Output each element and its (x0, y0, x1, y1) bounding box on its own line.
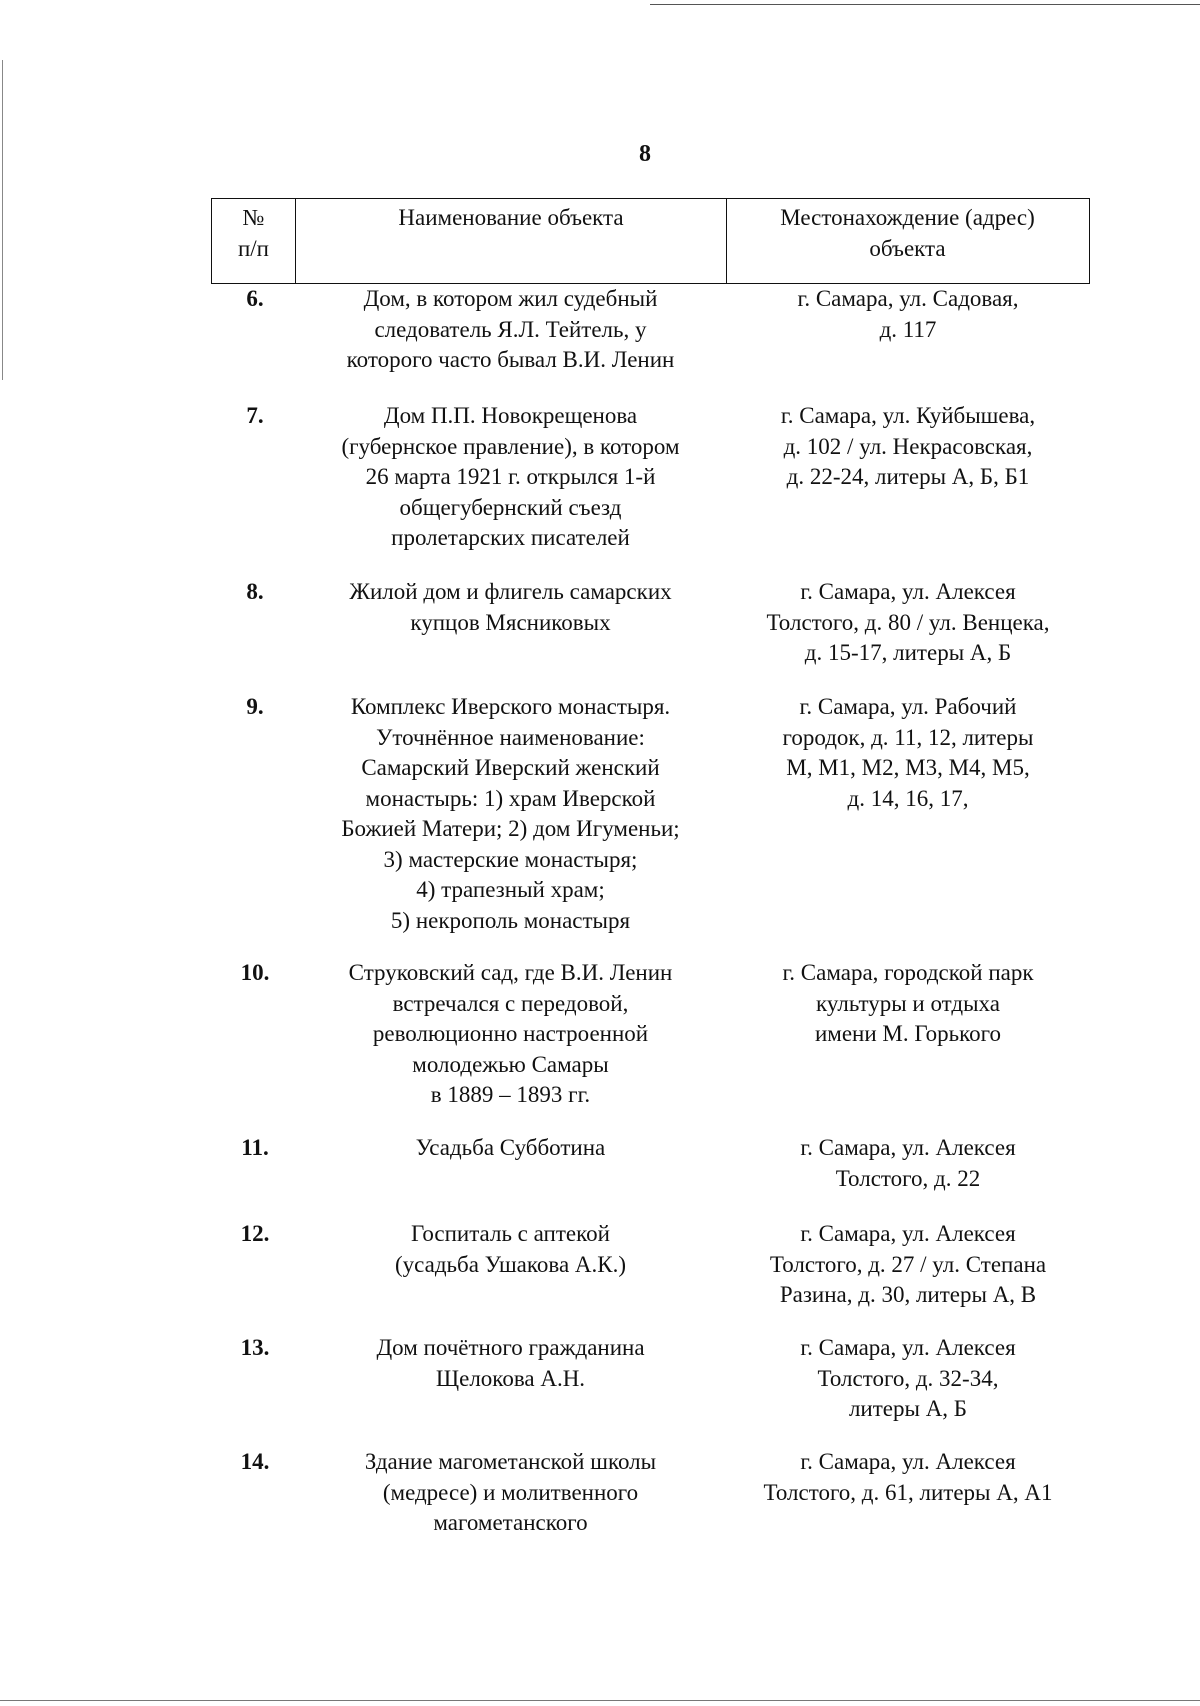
table-row (211, 1219, 1090, 1311)
row-number: 8. (246, 579, 264, 604)
object-address: г. Самара, ул. Алексея Толстого, д. 32-34, литеры А, Б (800, 1335, 1016, 1421)
header-address-label: Местонахождение (адрес) объекта (780, 205, 1035, 261)
header-name-label: Наименование объекта (398, 205, 624, 230)
table-row (211, 1133, 1090, 1194)
object-name: Дом почётного гражданина Щелокова А.Н. (376, 1335, 645, 1391)
row-number: 13. (240, 1335, 270, 1360)
row-number: 9. (246, 694, 264, 719)
table-header (211, 198, 1090, 284)
row-number: 10. (240, 960, 270, 985)
object-address: г. Самара, ул. Алексея Толстого, д. 27 / ул. Степана Разина, д. 30, литеры А, В (769, 1221, 1047, 1307)
scan-artifact-left-edge (2, 60, 3, 380)
object-name: Струковский сад, где В.И. Ленин встречался с передовой, революционно настроенной молодежью Самары в 1889 – 1893 гг. (348, 960, 673, 1107)
scan-artifact-bottom-line (0, 1700, 1200, 1701)
table-row (211, 692, 1090, 936)
header-number-label: № п/п (237, 205, 269, 261)
row-number: 6. (246, 286, 264, 311)
object-name: Жилой дом и флигель самарских купцов Мясниковых (349, 579, 672, 635)
object-name: Здание магометанской школы (медресе) и молитвенного магометанского (364, 1449, 657, 1535)
object-name: Комплекс Иверского монастыря. Уточнённое наименование: Самарский Иверский женский монастырь: 1) храм Иверской Божией Матери; 2) дом Игуменьи; 3) мастерские монастыря; 4) трапезный храм; 5) некрополь монастыря (341, 694, 680, 933)
object-name: Госпиталь с аптекой (усадьба Ушакова А.К.) (394, 1221, 627, 1277)
object-address: г. Самара, городской парк культуры и отдыха имени М. Горького (782, 960, 1034, 1046)
scan-artifact-top-line (650, 4, 1200, 5)
object-address: г. Самара, ул. Алексея Толстого, д. 80 / ул. Венцека, д. 15-17, литеры А, Б (766, 579, 1050, 665)
table-row (211, 958, 1090, 1111)
row-number: 14. (240, 1449, 270, 1474)
table-row (211, 577, 1090, 669)
table-row (211, 1333, 1090, 1425)
page-number: 8 (639, 141, 651, 167)
row-number: 11. (241, 1135, 269, 1160)
object-address: г. Самара, ул. Куйбышева, д. 102 / ул. Некрасовская, д. 22-24, литеры А, Б, Б1 (780, 403, 1036, 489)
object-name: Дом П.П. Новокрещенова (губернское правление), в котором 26 марта 1921 г. открылся 1-й общегубернский съезд пролетарских писателей (341, 403, 680, 550)
object-address: г. Самара, ул. Рабочий городок, д. 11, 12, литеры М, М1, М2, М3, М4, М5, д. 14, 16, 17, (782, 694, 1034, 811)
header-cell-name (296, 199, 727, 283)
object-name: Усадьба Субботина (415, 1135, 606, 1160)
header-cell-address (727, 199, 1088, 283)
object-address: г. Самара, ул. Садовая, д. 117 (797, 286, 1019, 342)
table-row (211, 284, 1090, 376)
row-number: 12. (240, 1221, 270, 1246)
object-address: г. Самара, ул. Алексея Толстого, д. 22 (800, 1135, 1016, 1191)
table-row (211, 401, 1090, 554)
header-cell-number (212, 199, 296, 283)
row-number: 7. (246, 403, 264, 428)
object-name: Дом, в котором жил судебный следователь Я.Л. Тейтель, у которого часто бывал В.И. Ленин (346, 286, 675, 372)
table-row (211, 1447, 1090, 1539)
object-address: г. Самара, ул. Алексея Толстого, д. 61, литеры А, А1 (763, 1449, 1053, 1505)
